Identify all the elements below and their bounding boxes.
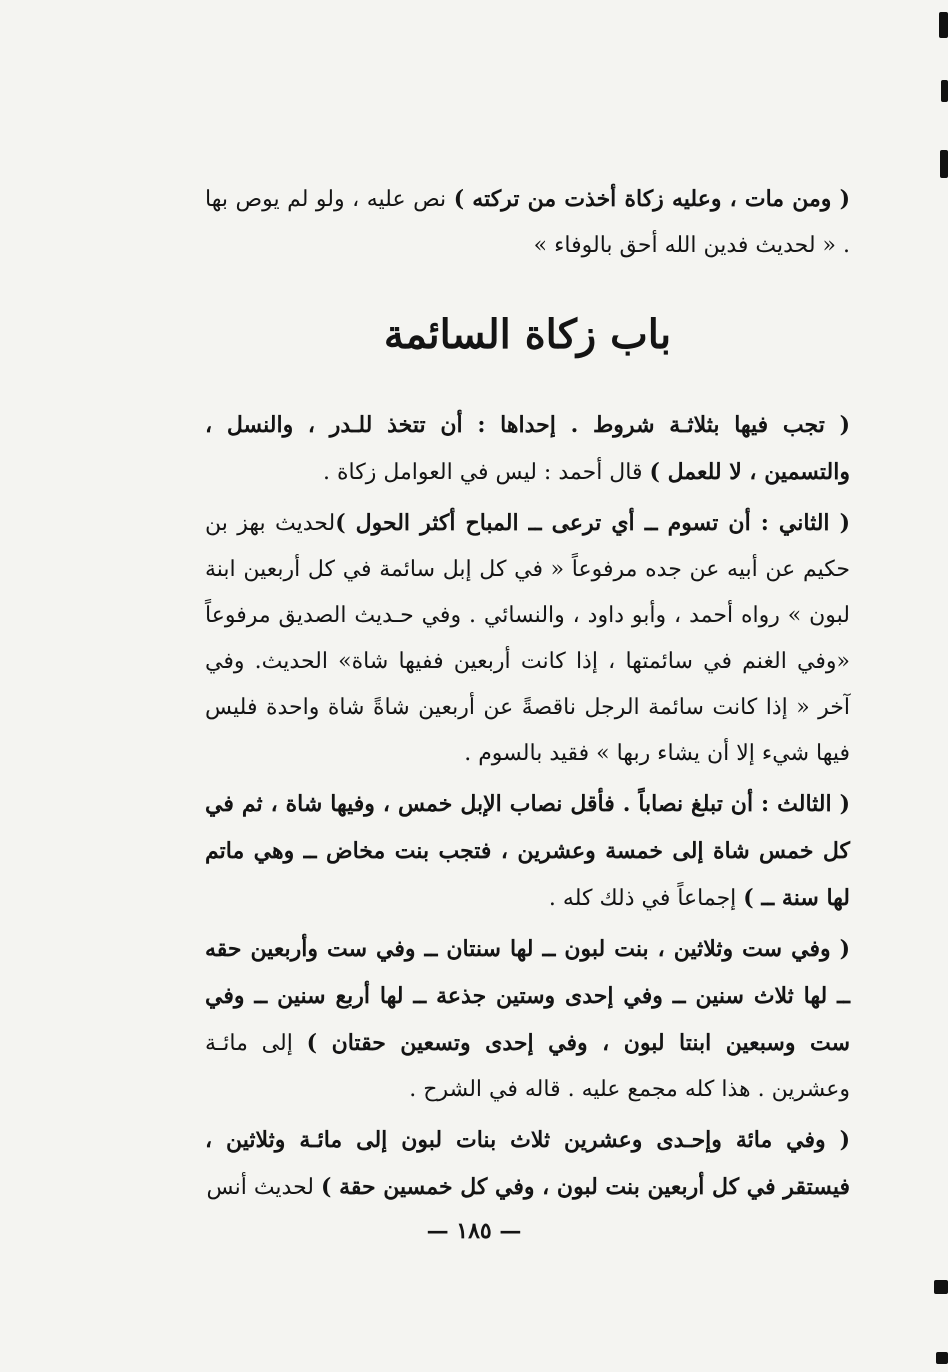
paragraph-camel-ages-bold: ( وفي ست وثلاثين ، بنت لبون ــ لها سنتان ــ وفي ست وأربعين حقه ــ لها ثلاث سنين ــ وفي إحدى وستين جذعة ــ لها أربع سنين ــ وفي ست وسبعين ابنتا لبون ، وفي إحدى وتسعين حقتان ) xyxy=(205,936,850,1056)
paragraph-condition-2-text: لحديث بهز بن حكيم عن أبيه عن جده مرفوعاً « في كل إبل سائمة في كل أربعين ابنة لبون » رواه أحمد ، وأبو داود ، والنسائي . وفي حـديث الصديق مرفوعاً «وفي الغنم في سائمتها ، إذا كانت أربعين ففيها شاة» الحديث. وفي آخر « إذا كانت سائمة الرجل ناقصةً عن أربعين شاةً شاة واحدة فليس فيها شيء إلا أن يشاء ربها » فقيد بالسوم . xyxy=(205,511,850,766)
paragraph-condition-3 xyxy=(205,781,850,922)
scan-mark-2 xyxy=(941,80,948,102)
paragraph-condition-3-bold: ( الثالث : أن تبلغ نصاباً . فأقل نصاب الإبل خمس ، وفيها شاة ، ثم في كل خمس شاة إلى خمسة وعشرين ، فتجب بنت مخاض ــ وهي ماتم لها سنة ــ ) xyxy=(205,791,850,911)
scan-mark-1 xyxy=(939,12,948,38)
paragraph-camel-121-bold: ( وفي مائة وإحـدى وعشرين ثلاث بنات لبون إلى مائـة وثلاثين ، فيستقر في كل أربعين بنت لبون ، وفي كل خمسين حقة ) xyxy=(205,1127,850,1200)
paragraph-condition-2-bold: ( الثاني : أن تسوم ــ أي ترعى ــ المباح أكثر الحول ) xyxy=(335,510,850,536)
scan-mark-4 xyxy=(934,1280,948,1294)
paragraph-camel-121 xyxy=(205,1117,850,1211)
intro-text: نص عليه ، ولو لم يوص بها . « لحديث فدين الله أحق بالوفاء » xyxy=(205,187,850,258)
paragraph-condition-3-text: إجماعاً في ذلك كله . xyxy=(548,886,744,911)
chapter-heading: باب زكاة السائمة xyxy=(383,311,672,358)
paragraph-camel-121-text: لحديث أنس xyxy=(206,1175,321,1200)
scan-mark-5 xyxy=(936,1352,948,1364)
paragraph-camel-ages-text: إلى مائـة وعشرين . هذا كله مجمع عليه . قاله في الشرح . xyxy=(205,1031,850,1102)
scan-mark-3 xyxy=(940,150,948,178)
paragraph-condition-1 xyxy=(205,402,850,496)
paragraph-camel-ages xyxy=(205,926,850,1113)
page-number: — ١٨٥ — xyxy=(426,1218,522,1244)
paragraph-condition-1-bold: ( تجب فيها بثلاثـة شروط . إحداها : أن تتخذ للـدر ، والنسل ، والتسمين ، لا للعمل ) xyxy=(205,412,850,485)
intro-bold-text: ( ومن مات ، وعليه زكاة أخذت من تركته ) xyxy=(453,186,851,212)
paragraph-condition-1-text: قال أحمد : ليس في العوامل زكاة . xyxy=(323,460,650,485)
paragraph-condition-2 xyxy=(205,500,850,777)
intro-paragraph xyxy=(205,176,850,269)
body-text xyxy=(205,402,850,1211)
